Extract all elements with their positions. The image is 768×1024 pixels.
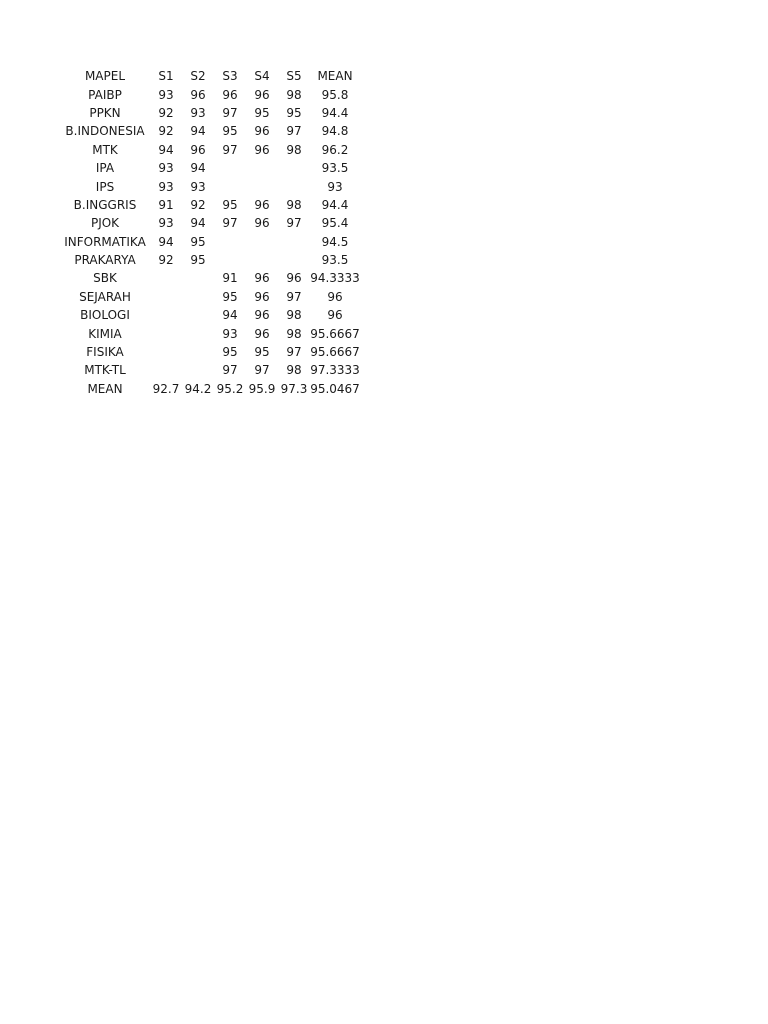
cell-s4: 96	[254, 326, 270, 341]
cell-mean: 96	[327, 308, 343, 323]
cell-s5	[278, 177, 310, 195]
cell-mean: 94.8	[321, 124, 349, 139]
cell-mapel: IPS	[95, 179, 115, 194]
cell-s1	[150, 269, 182, 287]
cell-s2	[182, 306, 214, 324]
cell-s2: 95	[190, 253, 206, 268]
cell-mean: 94.4	[321, 105, 349, 120]
table-row	[60, 324, 360, 342]
cell-s5: 96	[286, 271, 302, 286]
cell-mean: 96.2	[321, 142, 349, 157]
cell-mapel: SEJARAH	[79, 289, 131, 304]
cell-s3	[214, 177, 246, 195]
cell-s4	[246, 177, 278, 195]
cell-s4: 97	[254, 363, 270, 378]
cell-s5: 97	[286, 289, 302, 304]
cell-s2: 93	[190, 105, 206, 120]
cell-s2	[182, 324, 214, 342]
cell-s1: 94	[158, 142, 174, 157]
cell-mapel: FISIKA	[86, 345, 124, 360]
cell-s4: 96	[254, 216, 270, 231]
cell-mapel: SBK	[93, 271, 117, 286]
cell-s3: 95	[222, 289, 238, 304]
cell-s2: 96	[190, 142, 206, 157]
cell-mapel: MTK-TL	[84, 363, 126, 378]
cell-s2: 94	[190, 161, 206, 176]
cell-s4: 96	[254, 142, 270, 157]
table-row	[60, 159, 360, 177]
cell-s4	[246, 233, 278, 251]
table-row	[60, 122, 360, 140]
cell-s3: 94	[222, 308, 238, 323]
cell-s1	[150, 361, 182, 379]
cell-mean: 93.5	[321, 161, 349, 176]
cell-s2	[182, 361, 214, 379]
cell-s4: 96	[254, 124, 270, 139]
cell-mapel: MEAN	[87, 381, 123, 396]
cell-s3	[214, 251, 246, 269]
cell-s3: 95	[222, 345, 238, 360]
header-row	[60, 67, 360, 85]
cell-s2: 93	[190, 179, 206, 194]
table-row	[60, 288, 360, 306]
cell-mapel: KIMIA	[88, 326, 122, 341]
cell-s4: 96	[254, 289, 270, 304]
cell-s3: 91	[222, 271, 238, 286]
cell-s2: 92	[190, 197, 206, 212]
cell-s3: 95	[222, 124, 238, 139]
table-row	[60, 104, 360, 122]
table-row	[60, 251, 360, 269]
cell-s2: 94	[190, 124, 206, 139]
cell-s1: S1	[158, 69, 174, 84]
cell-s1: 91	[158, 197, 174, 212]
cell-s5: 98	[286, 363, 302, 378]
cell-s1: 93	[158, 87, 174, 102]
table-row	[60, 269, 360, 287]
cell-s3	[214, 159, 246, 177]
cell-s1	[150, 306, 182, 324]
table-row	[60, 85, 360, 103]
cell-mean: 97.3333	[310, 363, 360, 378]
cell-s4: 96	[254, 197, 270, 212]
cell-s3	[214, 233, 246, 251]
cell-s5: 98	[286, 197, 302, 212]
cell-s1: 93	[158, 161, 174, 176]
cell-s1: 92.7	[152, 381, 180, 396]
cell-s2: S2	[190, 69, 206, 84]
cell-s3: 97	[222, 216, 238, 231]
cell-mean: 95.6667	[310, 326, 360, 341]
cell-s4: S4	[254, 69, 270, 84]
cell-s4: 95	[254, 345, 270, 360]
cell-s5: 95	[286, 105, 302, 120]
cell-mean: 94.5	[321, 234, 349, 249]
cell-mapel: PPKN	[89, 105, 121, 120]
cell-s2: 95	[190, 234, 206, 249]
cell-mapel: B.INGGRIS	[73, 197, 137, 212]
cell-mapel: IPA	[95, 161, 115, 176]
cell-s5: 97	[286, 345, 302, 360]
cell-mapel: BIOLOGI	[80, 308, 130, 323]
cell-s2: 96	[190, 87, 206, 102]
cell-s3: 95	[222, 197, 238, 212]
cell-mean: MEAN	[317, 69, 353, 84]
cell-mapel: MAPEL	[84, 69, 126, 84]
mean-row	[60, 380, 360, 398]
cell-s2	[182, 269, 214, 287]
cell-mean: 94.4	[321, 197, 349, 212]
cell-s4: 95.9	[248, 381, 276, 396]
cell-s2: 94.2	[184, 381, 212, 396]
cell-s2: 94	[190, 216, 206, 231]
cell-s4: 96	[254, 271, 270, 286]
cell-s1	[150, 324, 182, 342]
cell-mapel: INFORMATIKA	[64, 234, 146, 249]
cell-s1: 93	[158, 179, 174, 194]
cell-mapel: PAIBP	[88, 87, 122, 102]
table-row	[60, 196, 360, 214]
cell-mean: 95.8	[321, 87, 349, 102]
cell-s5: 98	[286, 87, 302, 102]
cell-mean: 95.4	[321, 216, 349, 231]
cell-mean: 93	[327, 179, 343, 194]
cell-s3: 96	[222, 87, 238, 102]
cell-s5	[278, 159, 310, 177]
table-row	[60, 306, 360, 324]
cell-s1	[150, 288, 182, 306]
cell-s5: 97	[286, 124, 302, 139]
cell-s5: 97	[286, 216, 302, 231]
table-body	[60, 67, 360, 398]
cell-s4	[246, 159, 278, 177]
cell-s1: 92	[158, 105, 174, 120]
cell-s5: S5	[286, 69, 302, 84]
cell-mean: 94.3333	[310, 271, 360, 286]
cell-s3: S3	[222, 69, 238, 84]
cell-mean: 96	[327, 289, 343, 304]
cell-s4	[246, 251, 278, 269]
cell-s3: 95.2	[216, 381, 244, 396]
cell-s5	[278, 251, 310, 269]
table-row	[60, 361, 360, 379]
cell-mapel: B.INDONESIA	[65, 124, 145, 139]
table-row	[60, 177, 360, 195]
cell-s1: 93	[158, 216, 174, 231]
cell-mean: 93.5	[321, 253, 349, 268]
table-row	[60, 214, 360, 232]
cell-s4: 96	[254, 308, 270, 323]
cell-s1: 92	[158, 253, 174, 268]
cell-s3: 97	[222, 142, 238, 157]
grade-table	[60, 67, 360, 398]
cell-s5: 98	[286, 326, 302, 341]
cell-s3: 93	[222, 326, 238, 341]
cell-s5: 98	[286, 308, 302, 323]
table-row	[60, 343, 360, 361]
cell-mean: 95.6667	[310, 345, 360, 360]
cell-s3: 97	[222, 363, 238, 378]
cell-mapel: PJOK	[90, 216, 120, 231]
cell-mean: 95.0467	[310, 381, 360, 396]
cell-s4: 96	[254, 87, 270, 102]
cell-s5	[278, 233, 310, 251]
cell-s1	[150, 343, 182, 361]
cell-mapel: MTK	[92, 142, 118, 157]
cell-s4: 95	[254, 105, 270, 120]
cell-s1: 92	[158, 124, 174, 139]
cell-s5: 98	[286, 142, 302, 157]
cell-s1: 94	[158, 234, 174, 249]
cell-mapel: PRAKARYA	[74, 253, 136, 268]
cell-s2	[182, 288, 214, 306]
cell-s2	[182, 343, 214, 361]
table-row	[60, 233, 360, 251]
table-row	[60, 141, 360, 159]
cell-s5: 97.3	[280, 381, 308, 396]
cell-s3: 97	[222, 105, 238, 120]
